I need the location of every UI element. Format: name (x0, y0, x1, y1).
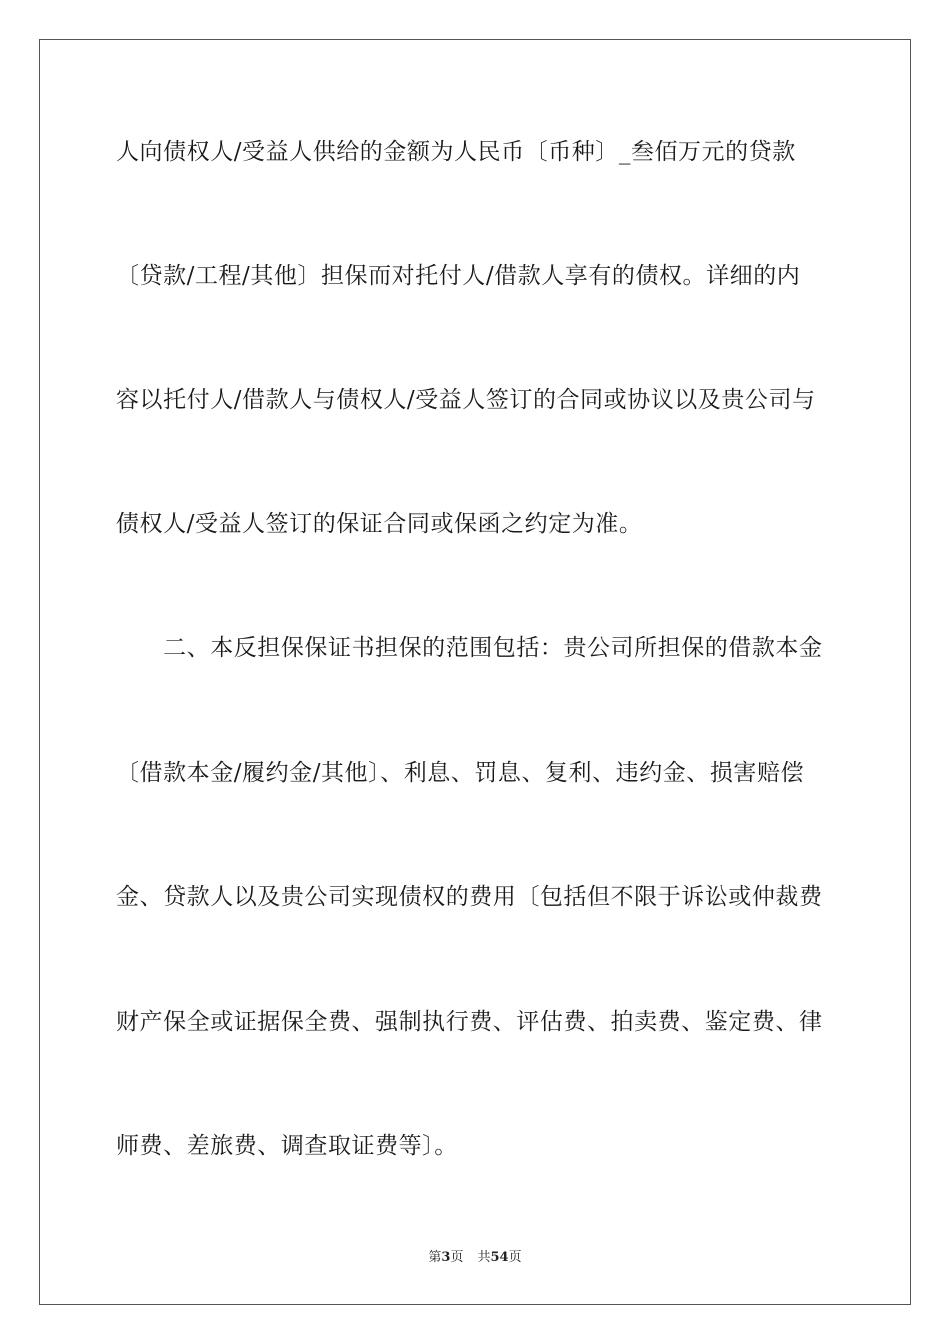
footer-total-pages: 54 (490, 1250, 509, 1265)
body-line-5: 二、本反担保保证书担保的范围包括：贵公司所担保的借款本金 (116, 635, 823, 661)
body-line-7: 金、贷款人以及贵公司实现债权的费用〔包括但不限于诉讼或仲裁费 (116, 884, 823, 910)
body-line-4: 债权人/受益人签订的保证合同或保函之约定为准。 (116, 511, 643, 537)
body-line-9: 师费、差旅费、调查取证费等〕。 (116, 1133, 458, 1159)
page-footer (0, 1250, 950, 1266)
footer-page-prefix: 第 (428, 1250, 442, 1265)
body-line-3: 容以托付人/借款人与债权人/受益人签订的合同或协议以及贵公司与 (116, 387, 816, 413)
page-frame (39, 39, 911, 1305)
body-line-2: 〔贷款/工程/其他〕担保而对托付人/借款人享有的债权。详细的内 (116, 263, 801, 289)
body-line-6: 〔借款本金/履约金/其他〕、利息、罚息、复利、违约金、损害赔偿 (116, 760, 805, 786)
body-line-8: 财产保全或证据保全费、强制执行费、评估费、拍卖费、鉴定费、律 (116, 1009, 823, 1035)
footer-total-suffix: 页 (508, 1250, 522, 1265)
body-line-1: 人向债权人/受益人供给的金额为人民币〔币种〕_叁佰万元的贷款 (116, 139, 796, 165)
footer-page-number: 3 (441, 1250, 451, 1265)
footer-page-suffix: 页 (450, 1250, 464, 1265)
footer-total-prefix: 共 (477, 1250, 491, 1265)
